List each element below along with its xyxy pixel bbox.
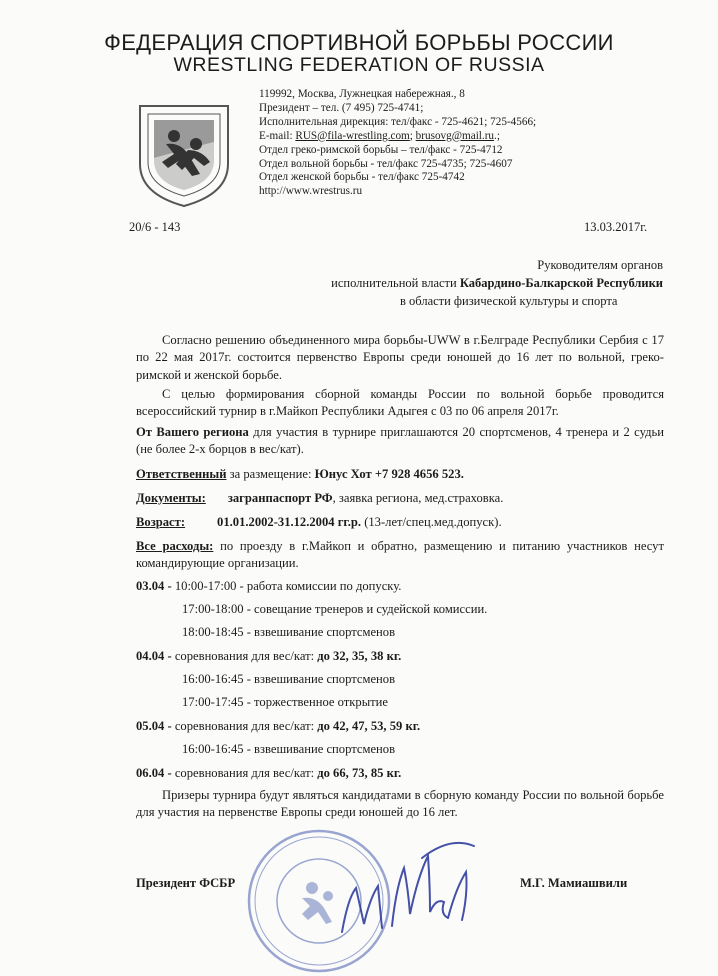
contacts-directorate-phone: Исполнительная дирекция: тел/факс - 725-4621; 725-4566; (259, 115, 537, 128)
schedule-row (182, 671, 395, 688)
addressee-line-2-text: исполнительной власти (331, 276, 460, 290)
schedule-text: 10:00-17:00 - работа комиссии по допуску. (174, 579, 402, 593)
email-label: E-mail: (259, 129, 296, 142)
addressee-block (285, 256, 663, 310)
documents-rest: , заявка региона, мед.страховка. (332, 491, 504, 505)
wrestling-federation-emblem-icon (130, 98, 238, 210)
responsible-text: за размещение: (226, 467, 315, 481)
schedule-text: соревнования для вес/кат: (174, 766, 318, 780)
schedule-sep: - (164, 579, 175, 593)
addressee-region: Кабардино-Балкарской Республики (459, 276, 663, 290)
age-label: Возраст: (136, 515, 186, 529)
schedule-row (182, 741, 395, 758)
invitation-text: для участия в турнире приглашаются 20 спортсменов, 4 тренера и 2 судьи (не более 2-х борцов в вес/кат). (136, 425, 664, 457)
federation-title-ru: ФЕДЕРАЦИЯ СПОРТИВНОЙ БОРЬБЫ РОССИИ (104, 30, 614, 55)
contacts-president-phone: Президент – тел. (7 495) 725-4741; (259, 101, 424, 114)
responsible-contact: Юнус Хот +7 928 4656 523. (314, 467, 464, 481)
schedule-sep: - (164, 766, 175, 780)
schedule-day: 05.04 (136, 719, 165, 733)
document-reference-number: 20/6 - 143 (129, 220, 181, 234)
schedule-day: 03.04 (136, 579, 165, 593)
closing-paragraph: Призеры турнира будут являться кандидатами в сборную команду России по вольной борьбе для участия на первенстве Европы среди юношей до 16 лет. (136, 788, 664, 820)
federation-title-en: WRESTLING FEDERATION OF RUSSIA (173, 54, 545, 76)
paragraph-tournament: С целью формирования сборной команды России по вольной борьбе проводится всероссийский турнир в г.Майкоп Республики Адыгея с 03 по 06 апреля 2017г. (136, 387, 664, 419)
schedule-day: 06.04 (136, 766, 165, 780)
president-signature-icon (330, 828, 480, 948)
documents-label: Документы: (136, 491, 206, 505)
addressee-line-3: в области физической культуры и спорта (400, 294, 618, 308)
schedule-day: 04.04 (136, 649, 165, 663)
addressee-line-1: Руководителям органов (537, 258, 663, 272)
documents-passport: загранпаспорт РФ (227, 491, 333, 505)
contacts-greco-roman-dept: Отдел греко-римской борьбы – тел/факс - 725-4712 (259, 143, 503, 156)
schedule-row (136, 648, 401, 665)
expenses-label: Все расходы: (136, 539, 214, 553)
schedule-row (182, 694, 388, 711)
addressee-line-2 (285, 274, 663, 292)
schedule-row (182, 624, 395, 641)
contacts-block (259, 88, 536, 199)
president-position: Президент ФСБР (136, 876, 236, 890)
schedule-sep: - (164, 719, 175, 733)
invitation-lead: От Вашего региона (136, 425, 249, 439)
contacts-website[interactable]: http://www.wrestrus.ru (259, 185, 363, 198)
schedule-text: 16:00-16:45 - взвешивание спортсменов (182, 672, 396, 686)
schedule-weights: до 32, 35, 38 кг. (317, 649, 402, 663)
schedule-weights: до 66, 73, 85 кг. (317, 766, 402, 780)
email-link-brusov[interactable]: brusovg@mail.ru (415, 129, 495, 142)
president-name: М.Г. Мамиашвили (520, 876, 628, 890)
schedule-text: 18:00-18:45 - взвешивание спортсменов (182, 625, 396, 639)
paragraph-invitation (136, 424, 664, 459)
schedule-sep: - (164, 649, 175, 663)
contacts-address: 119992, Москва, Лужнецкая набережная., 8 (259, 88, 465, 100)
contacts-email-line (259, 130, 536, 144)
age-line (136, 514, 502, 531)
email-link-fila[interactable]: RUS@fila-wrestling.com (295, 129, 410, 142)
age-range: 01.01.2002-31.12.2004 гг.р. (217, 515, 362, 529)
document-date: 13.03.2017г. (584, 220, 648, 234)
responsible-line (136, 466, 464, 483)
schedule-row (136, 718, 420, 735)
email-separator: ; (409, 129, 416, 142)
schedule-text: соревнования для вес/кат: (174, 649, 318, 663)
schedule-text: соревнования для вес/кат: (174, 719, 318, 733)
responsible-label: Ответственный (136, 467, 227, 481)
contacts-women-dept: Отдел женской борьбы - тел/факс 725-4742 (259, 171, 465, 184)
expenses-paragraph (136, 538, 664, 573)
email-end: .; (494, 129, 500, 142)
schedule-text: 17:00-18:00 - совещание тренеров и судейской комиссии. (182, 602, 488, 616)
documents-line (136, 490, 503, 507)
expenses-text: по проезду в г.Майкоп и обратно, размещению и питанию участников несут командирующие организации. (136, 539, 664, 571)
paragraph-championship: Согласно решению объединенного мира борьбы-UWW в г.Белграде Республики Сербия с 17 по 22 мая 2017г. состоится первенство Европы среди юношей до 16 лет по вольной, греко-римской и женской борьбе. (136, 333, 664, 382)
age-note: (13-лет/спец.мед.допуск). (361, 515, 502, 529)
contacts-freestyle-dept: Отдел вольной борьбы - тел/факс 725-4735; 725-4607 (259, 157, 513, 170)
schedule-text: 17:00-17:45 - торжественное открытие (182, 695, 388, 709)
schedule-row (182, 601, 487, 618)
schedule-text: 16:00-16:45 - взвешивание спортсменов (182, 742, 396, 756)
schedule-row (136, 765, 401, 782)
schedule-weights: до 42, 47, 53, 59 кг. (317, 719, 421, 733)
schedule-row (136, 578, 401, 595)
